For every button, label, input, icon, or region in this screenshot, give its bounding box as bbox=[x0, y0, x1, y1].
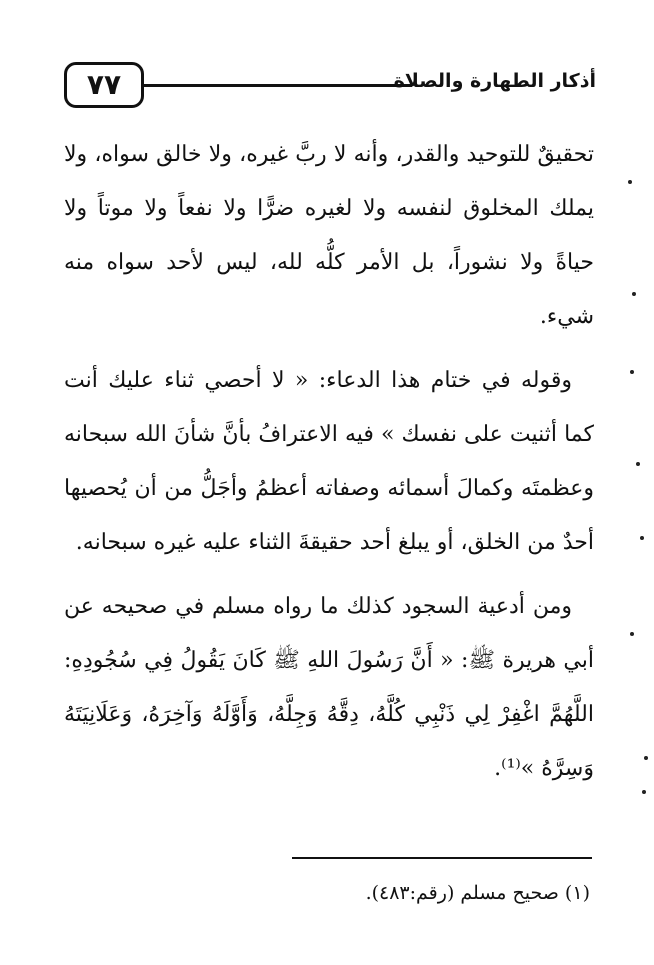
scan-mark bbox=[640, 536, 644, 540]
main-text bbox=[64, 128, 594, 806]
scan-mark bbox=[630, 632, 634, 636]
footnote: (١) صحيح مسلم (رقم:٤٨٣). bbox=[365, 882, 590, 904]
scan-mark bbox=[628, 180, 632, 184]
scan-mark bbox=[644, 756, 648, 760]
scan-mark bbox=[642, 790, 646, 794]
running-title: أذكار الطهارة والصلاة bbox=[393, 70, 596, 92]
header-rule bbox=[144, 84, 412, 87]
paragraph-1: تحقيقٌ للتوحيد والقدر، وأنه لا ربَّ غيره، ولا خالق سواه، ولا يملك المخلوق لنفسه ولا لغيره ضرًّا ولا نفعاً ولا موتاً ولا حياةً ولا نشوراً، بل الأمر كلُّه لله، ليس لأحد سواه منه شيء. bbox=[64, 142, 594, 329]
paragraph-2: وقوله في ختام هذا الدعاء: « لا أحصي ثناء عليك أنت كما أثنيت على نفسك » فيه الاعترافُ بأنَّ شأنَ الله سبحانه وعظمتَه وكمالَ أسمائه وصفاته أعظمُ وأجَلُّ من أن يُحصيها أحدٌ من الخلق، أو يبلغ أحد حقيقةَ الثناء عليه غيره سبحانه. bbox=[64, 368, 594, 555]
paragraph-3: ومن أدعية السجود كذلك ما رواه مسلم في صحيحه عن أبي هريرة ﷺ: « أَنَّ رَسُولَ اللهِ ﷺ كَانَ يَقُولُ فِي سُجُودِهِ: اللَّهُمَّ اغْفِرْ لِي ذَنْبِي كُلَّهُ، دِقَّهُ وَجِلَّهُ، وَأَوَّلَهُ وَآخِرَهُ، وَعَلَانِيَتَهُ وَسِرَّهُ »⁽¹⁾. bbox=[64, 594, 594, 781]
scan-mark bbox=[630, 370, 634, 374]
page-number-box bbox=[64, 62, 144, 108]
page-number: ٧٧ bbox=[86, 68, 122, 101]
footnote-separator bbox=[292, 857, 592, 859]
page-header bbox=[64, 62, 596, 112]
scan-mark bbox=[636, 462, 640, 466]
scan-mark bbox=[632, 292, 636, 296]
